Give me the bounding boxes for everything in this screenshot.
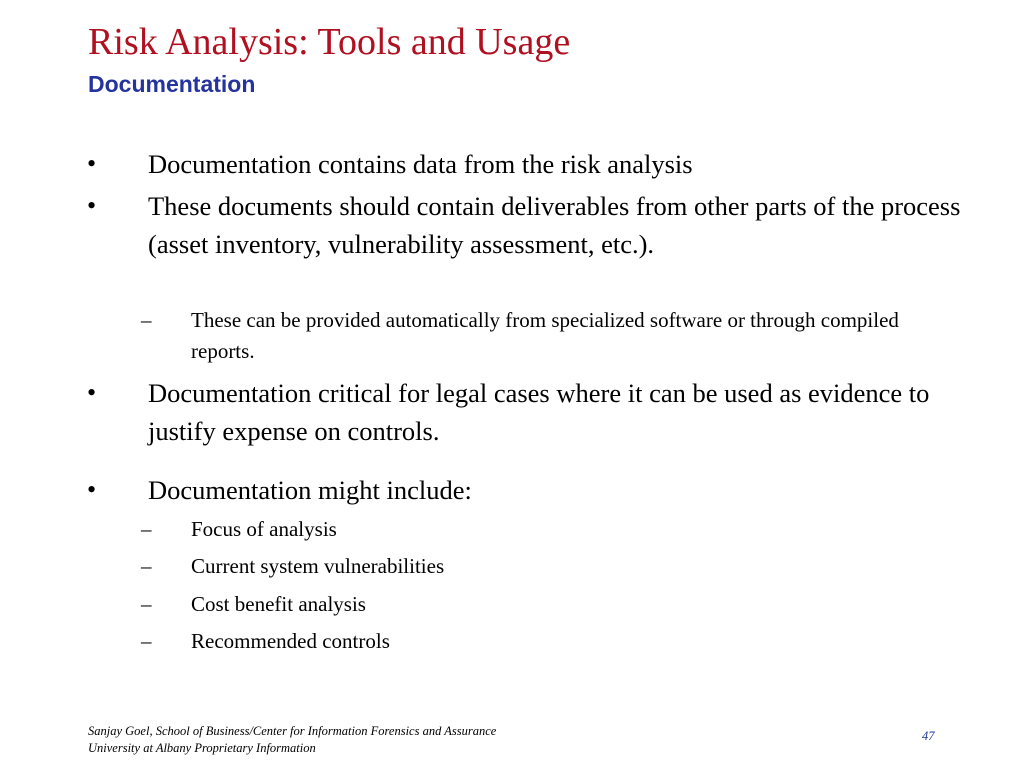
bullet-text: These documents should contain deliverables from other parts of the process (asset inventory, vulnerability assessment, etc.). [148,191,961,259]
sub-bullet-text: These can be provided automatically from specialized software or through compiled reports. [191,308,899,363]
bullet-marker: • [87,475,97,504]
sub-bullet-text: Current system vulnerabilities [191,554,445,578]
bullet-marker: • [87,191,97,220]
bullet-text: Documentation contains data from the risk analysis [148,149,693,179]
bullet-text: Documentation critical for legal cases where it can be used as evidence to justify expense on controls. [148,378,930,446]
sub-bullet-text: Cost benefit analysis [191,592,366,616]
sub-bullet-text: Recommended controls [191,629,390,653]
footer-author-line: Sanjay Goel, School of Business/Center for Information Forensics and Assurance [88,724,497,738]
bullet-text: Documentation might include: [148,475,472,505]
sub-bullet-marker: – [141,629,152,653]
bullet-marker: • [87,149,97,178]
sub-bullet-marker: – [141,592,152,616]
footer [88,723,496,757]
sub-bullet-marker: – [141,517,152,541]
sub-bullet-text: Focus of analysis [191,517,337,541]
slide-subtitle: Documentation [88,71,256,97]
slide-title: Risk Analysis: Tools and Usage [88,21,571,63]
sub-bullet-marker: – [141,554,152,578]
sub-bullet-marker: – [141,308,152,332]
bullet-marker: • [87,378,97,407]
footer-affiliation-line: University at Albany Proprietary Information [88,741,316,755]
page-number: 47 [922,729,935,743]
